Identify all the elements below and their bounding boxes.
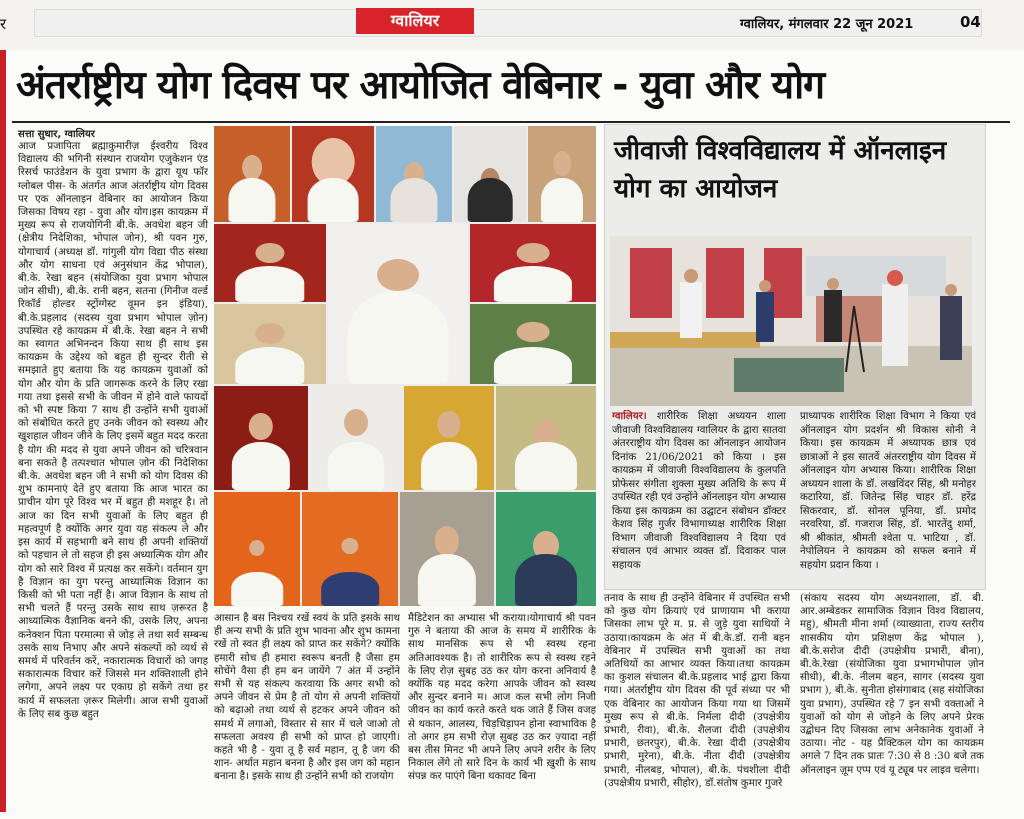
previous-page-edge-text: र — [0, 15, 7, 33]
headline-rule — [12, 121, 1010, 123]
yoga-pose-photo — [302, 492, 398, 606]
main-headline: अंतर्राष्ट्रीय योग दिवस पर आयोजित वेबिनार - युवा और योग — [16, 63, 825, 108]
person-figure — [680, 282, 702, 338]
side-story-column-left — [612, 410, 786, 586]
webinar-participant-photo — [214, 224, 326, 302]
webinar-participant-photo — [470, 224, 596, 302]
university-yoga-illustration — [610, 236, 972, 406]
person-figure — [756, 292, 774, 342]
person-head — [887, 270, 903, 286]
webinar-participant-photo — [310, 386, 402, 490]
webinar-participant-photo — [292, 126, 374, 222]
article-column-2: आसान है बस निश्चय रखें स्वयं के प्रति इसके साथ ही अन्य सभी के प्रति शुभ भावना और शुभ कामना रखें तो स्वत ही लक्ष्य को प्राप्त कर सकेंगे? क्योंकि हमारी सोच ही हमारा स्वरूप बनती है जैसा हम सोचेंगे वैसा ही हम बन जायेंगे 7 अंत में उन्होंने सभी से यह संकल्प करवाया कि अगर सभी को अपने जीवन से प्रेम है तो योग से अपनी शक्तियों को बढ़ाओ तथा व्यर्थ से हटकर अपने जीवन को समर्थ में लगाओ, विस्तार से सार में चले जाओ तो सफलता अवश्य ही सभी को प्राप्त हो जाएगी। कहते भी है - युवा तू है सर्व महान, तू है जग की शान- अर्थात महान बनना है और इस जग को महान बनाना है। इसके साथ ही उन्होंने सभी को राजयोग — [214, 613, 400, 783]
webinar-participant-photo — [328, 224, 468, 384]
byline: सत्ता सुधार, ग्वालियर — [18, 129, 95, 140]
page-number: 04 — [960, 13, 981, 31]
yoga-day-banner-photo — [496, 492, 596, 606]
person-figure — [824, 290, 842, 342]
webinar-participant-photo — [214, 126, 290, 222]
webinar-participant-photo — [496, 386, 596, 490]
webinar-participant-photo — [400, 492, 494, 606]
article-column-3: मैडिटेशन का अभ्यास भी कराया।योगाचार्य श्री पवन गुरु ने बताया की आज के समय में शारीरिक के साथ मानसिक रूप से भी स्वस्थ रहना अतिआवश्यक है। तो शारीरिक रूप से स्वस्थ रहने के लिए रोज़ सुबह उठ कर योग करना अनिवार्य है क्योंकि यह मदद करेगा आपके जीवन को स्वस्थ और सुन्दर बनाने म। आज कल सभी लोग निजी जीवन का कार्य करते करते थक जाते हैं जिस वजह से थकान, आलस्य, चिड़चिड़ापन होना स्वाभाविक है तो अगर हम सभी रोज़ सुबह उठ कर ज़्यादा नहीं बस तीस मिनट भी अपने लिए अपने शरीर के लिए निकाल लेंगे तो सारे दिन के कार्य भी ख़ुशी के साथ संपन्न कर पाएंगे बिना थकावट बिना — [408, 613, 596, 783]
webinar-participant-photo — [470, 304, 596, 384]
yoga-mat — [734, 358, 844, 392]
yoga-instructor-figure — [882, 284, 908, 366]
yoga-pose-photo — [214, 492, 300, 606]
person-figure — [940, 296, 962, 360]
red-curtain — [630, 248, 672, 318]
side-story-text-left: शारीरिक शिक्षा अध्ययन शाला जीवाजी विश्वविद्यालय ग्वालियर के द्वारा सातवा अंतरराष्ट्रीय योग दिवस का ऑनलाइन आयोजन दिनांक 21/06/2021 को किया । इस कायक्रम में जीवाजी विश्वविद्यालय के कुलपति प्रोफेसर संगीता शुक्ला मुख्य अतिथि के रूप में उपस्थित रही एवं उन्होंने ऑनलाइन योग अभ्यास किया इस कायक्रम का उद्घाटन संबोधन डॉक्टर केशव सिंह गुर्जर विभागाध्यक्ष शारीरिक शिक्षा विभाग जीवाजी विश्वविद्यालय ने दिया एवं संचालन एवं आभार व्यक्त डॉ. दिवाकर पाल सहायक — [612, 411, 786, 571]
webinar-participant-photo — [454, 126, 526, 222]
side-story-column-right: प्राध्यापक शारीरिक शिक्षा विभाग ने किया एवं ऑनलाइन योग प्रदर्शन श्री विकास सोनी ने किया। इस कायक्रम में अध्यापक छात्र एवं छात्राओं ने इस सातवें अंतरराष्ट्रीय योग दिवस में ऑनलाइन योग अभ्यास किया। शारीरिक शिक्षा अध्ययन शाला के डॉ. लखविंदर सिंह, श्री मनोहर कटारिया, डॉ. जितेन्द्र सिंह चाहर डॉ. हरेंद्र सिकरवार, डॉ. सोनल पूनिया, डॉ. प्रमोद नरवरिया, डॉ. गजराज सिंह, डॉ. भारतेंदु शर्मा, श्री श्रीकांत, श्रीमती श्वेता प. भाटिया , डॉ. नेपोलियन ने कायक्रम को सफल बनाने में सहयोग प्रदान किया । — [800, 411, 976, 571]
article-column-4: तनाव के साथ ही उन्होंने वेबिनार में उपस्थित सभी को कुछ योग क्रियाएं एवं प्राणायाम भी कराया जिसका लाभ पूरे म. प्र. से जुड़े युवा साथियों ने उठाया।कायक्रम के अंत में बी.के.डॉ. रानी बहन वेबिनार में उपस्थित सभी युवाओं का तथा अतिथियों का आभार व्यक्त किया।तथा कायक्रम का कुशल संचालन बी.के.प्रहलाद भाई द्वारा किया गया। अंतर्राष्ट्रीय योग दिवस की पूर्व संध्या पर भी एक वेबिनार का आयोजन किया गया था जिसमें मुख्य रूप से बी.के. निर्मला दीदी (उपक्षेत्रीय प्रभारी, रीवा), बी.के. शैलजा दीदी (उपक्षेत्रीय प्रभारी, छतरपुर), बी.के. रेखा दीदी (उपक्षेत्रीय प्रभारी, मुरेना), बी.के. नीता दीदी (उपक्षेत्रीय प्रभारी, नीलबड़, भोपाल), बी.के. पंचशीला दीदी (उपक्षेत्रीय प्रभारी, सीहोर), डॉ.संतोष कुमार गुजरे — [604, 593, 790, 789]
university-yoga-photo — [610, 236, 972, 406]
person-head — [945, 284, 957, 296]
webinar-photo-collage — [214, 126, 596, 606]
section-tag: ग्वालियर — [356, 8, 474, 34]
person-head — [759, 280, 771, 292]
side-story-dateline: ग्वालियर। — [612, 410, 647, 422]
webinar-participant-photo — [214, 304, 326, 384]
webinar-participant-photo — [528, 126, 596, 222]
person-head — [827, 278, 839, 290]
page-dateline: ग्वालियर, मंगलवार 22 जून 2021 — [740, 17, 914, 32]
margin-red-bar — [0, 50, 6, 812]
red-curtain — [706, 248, 744, 318]
webinar-participant-photo — [376, 126, 452, 222]
side-story-headline: जीवाजी विश्वविद्यालय में ऑनलाइन योग का आयोजन — [614, 136, 947, 204]
webinar-participant-photo — [404, 386, 494, 490]
article-column-1: आज प्रजापिता ब्रह्माकुमारीज़ ईश्वरीय विश्व विद्यालय की भगिनी संस्थान राजयोग एजुकेशन एंड रिसर्च फाउंडेशन के युवा प्रभाग के द्वारा यूथ फॉर ग्लोबल पीस- के अंतर्गत आज अंतर्राष्ट्रीय योग दिवस पर एक ऑनलाइन वेबिनार का आयोजन किया जिसका विषय रहा - युवा और योग।इस कायक्रम में मुख्य रूप से राजयोगिनी बी.के. अवधेश बहन जी (क्षेत्रीय निदेशिका, भोपाल जोन), श्री पवन गुरु, योगाचार्य (अध्यक्ष डॉ. गांगुली योग विद्या पीठ संस्था और योग साधना एवं अनुसंधान केंद्र भोपाल), बी.के. रेखा बहन (संयोजिका युवा प्रभाग भोपाल जोन सीधी), बी.के. रानी बहन, सतना (गिनीज वर्ल्ड रिकॉर्ड होल्डर स्ट्रोंग्गेस्ट वूमन इन इंडिया), बी.के.प्रहलाद (सदस्य युवा प्रभाग भोपाल ज़ोन) उपस्थित रहे कायक्रम में बी.के. रेखा बहन ने सभी का स्वागत अभिनन्दन किया साथ ही साथ इस कायक्रम के उद्देश्य को बहुत ही सुन्दर रीती से समझाते हुए बताया कि यह कायक्रम युवाओं को योग और योग के प्रति जागरूक करने के लिए रखा गया तथा इससे सभी के जीवन में होने वाले फायदों को भी स्पष्ट किया 7 साथ ही उन्होंने सभी युवाओं को संबोधित करते हुए उनके जीवन को स्वस्थ्य और खुशहाल जीवन जीने के लिए इसमें बहुत मदद करता है योग की मदद से युवा अपने जीवन को चरित्रवान बना सकते है तत्पश्चात भोपाल ज़ोन की निदेशिका बी.के. अवधेश बहन जी ने सभी को योग दिवस की शुभ कामनाएं देते हुए बताया कि आज भारत का प्राचीन योग पूरे विश्व भर में बहुत ही मशहूर है। तो आज का दिन सभी युवाओं के लिए बहुत ही महत्वपूर्ण है क्योंकि अगर युवा यह संकल्प ले और इस कार्य में सहभागी बने साथ ही अपनी शक्तियों को पहचान ले तो सहज ही इस अध्यात्मिक योग और योग को सारे विश्व में प्रत्यक्ष कर सकेंगे। वर्तमान युग है विज्ञान का युग परन्तु आध्यात्मिक विज्ञान का किसी को भी पता नहीं है। आज विज्ञान के साथ तो सभी चलते हैं परन्तु उसके साथ साथ ज़रूरत है आध्यात्मिक वैज्ञानिक बनने की, उसके लिए, अपना कनेक्शन पिता परमात्मा से जोड़ ले तथा सर्व सम्बन्ध उसके साथ निभाए और अपने संकल्पों को व्यर्थ से समर्थ में परिवर्तन करें, नकारात्मक विचारों को जगह सकारात्मक विचार करें जिससे मन शक्तिशाली होने लगेगा, अपने लक्ष्य पर एकाग्र हो सकेंगे तथा हर कार्य में सफलता ज़रूर मिलेगी। आज सभी युवाओं के लिए सब कुछ बहुत — [18, 141, 208, 720]
webinar-participant-photo — [214, 386, 308, 490]
person-head — [684, 269, 698, 283]
article-column-5: (संकाय सदस्य योग अध्यनशाला, डॉ. बी. आर.अम्बेडकर सामाजिक विज्ञान विश्व विद्यालय, महु), श्रीमती मीना शर्मा (व्याख्याता, राज्य स्तरीय शासकीय योग प्रशिक्षण केंद्र भोपाल ), बी.के.सरोज दीदी (उपक्षेत्रीय प्रभारी, बीना), बी.के.रेखा (संयोजिका युवा प्रभागभोपाल ज़ोन सीधी), बी.के. नीलम बहन, सागर (सदस्य युवा प्रभाग ), बी.के. सुनीता होसंगाबाद (सह संयोजिका युवा प्रभाग), उपस्थित रहे 7 इन सभी वक्ताओं ने युवाओं को योग से जोड़ने के लिए अपने प्रेरक उद्बोधन दिए जिसका लाभ अनेकानेक युवाओं ने उठाया। नोट - यह प्रैक्टिकल योग का कायक्रम अगले 7 दिन तक प्रातः 7:30 से 8 :30 बजे तक ऑनलाइन ज़ूम एप्प एवं यू ट्यूब पर लाइव चलेगा। — [800, 593, 984, 776]
